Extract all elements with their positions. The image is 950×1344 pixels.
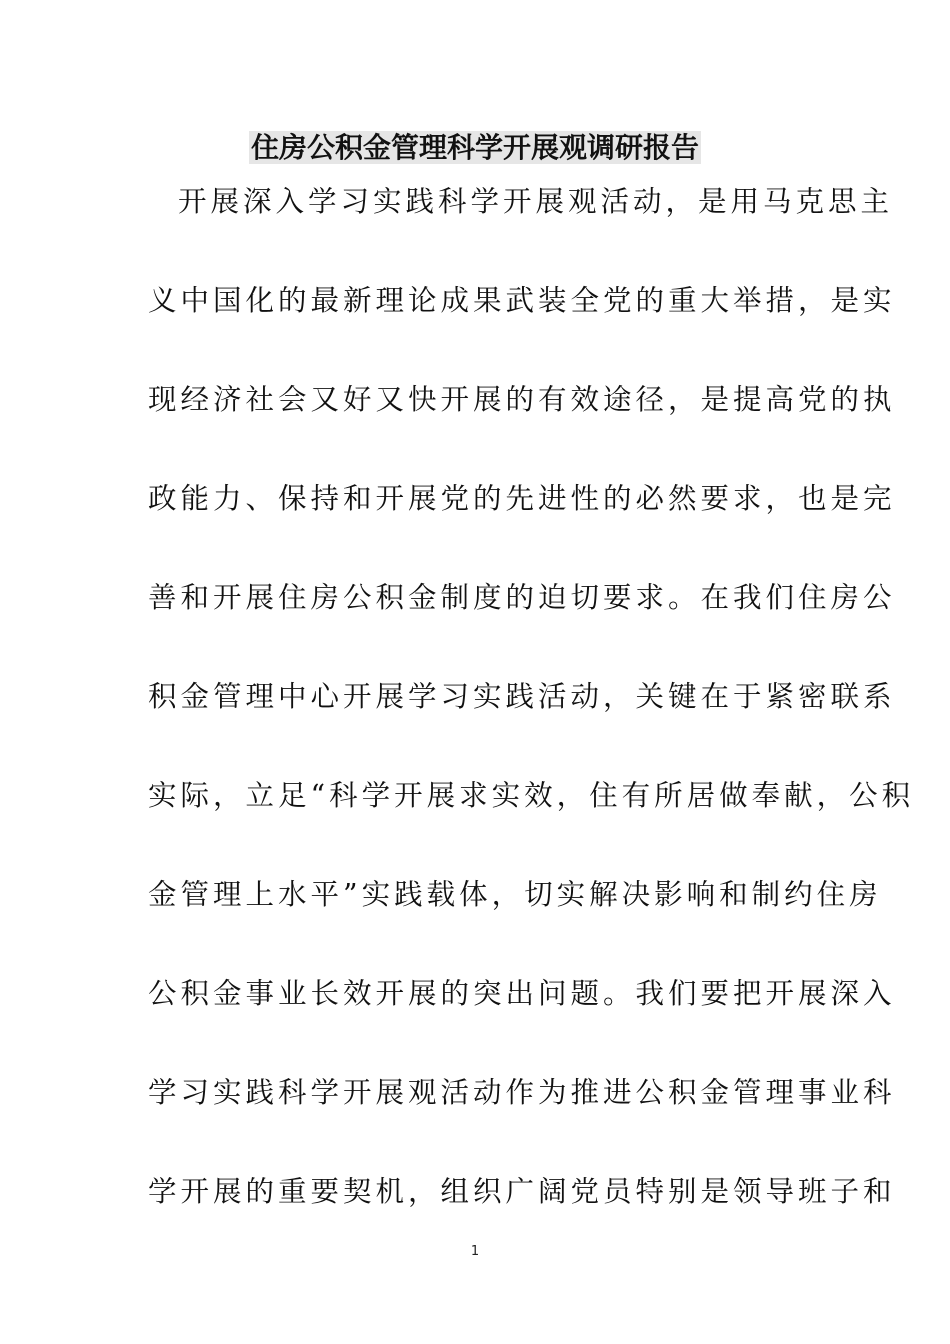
body-line: 金管理上水平”实践载体，切实解决影响和制约住房 [148,878,882,911]
body-line: 义中国化的最新理论成果武装全党的重大举措，是实 [148,284,896,317]
body-line: 善和开展住房公积金制度的迫切要求。在我们住房公 [148,581,896,614]
page-number: 1 [470,1244,480,1259]
body-line: 学习实践科学开展观活动作为推进公积金管理事业科 [148,1076,896,1109]
document-body [148,152,915,1241]
body-line: 开展深入学习实践科学开展观活动，是用马克思主 [178,185,894,218]
body-line: 积金管理中心开展学习实践活动，关键在于紧密联系 [148,680,896,713]
body-line: 现经济社会又好又快开展的有效途径，是提高党的执 [148,383,896,416]
document-title-text: 住房公积金管理科学开展观调研报告 [250,131,699,164]
body-line: 实际，立足“科学开展求实效，住有所居做奉献，公积 [148,779,915,812]
body-line: 政能力、保持和开展党的先进性的必然要求，也是完 [148,482,896,515]
body-line: 学开展的重要契机，组织广阔党员特别是领导班子和 [148,1175,896,1208]
body-line: 公积金事业长效开展的突出问题。我们要把开展深入 [148,977,896,1010]
